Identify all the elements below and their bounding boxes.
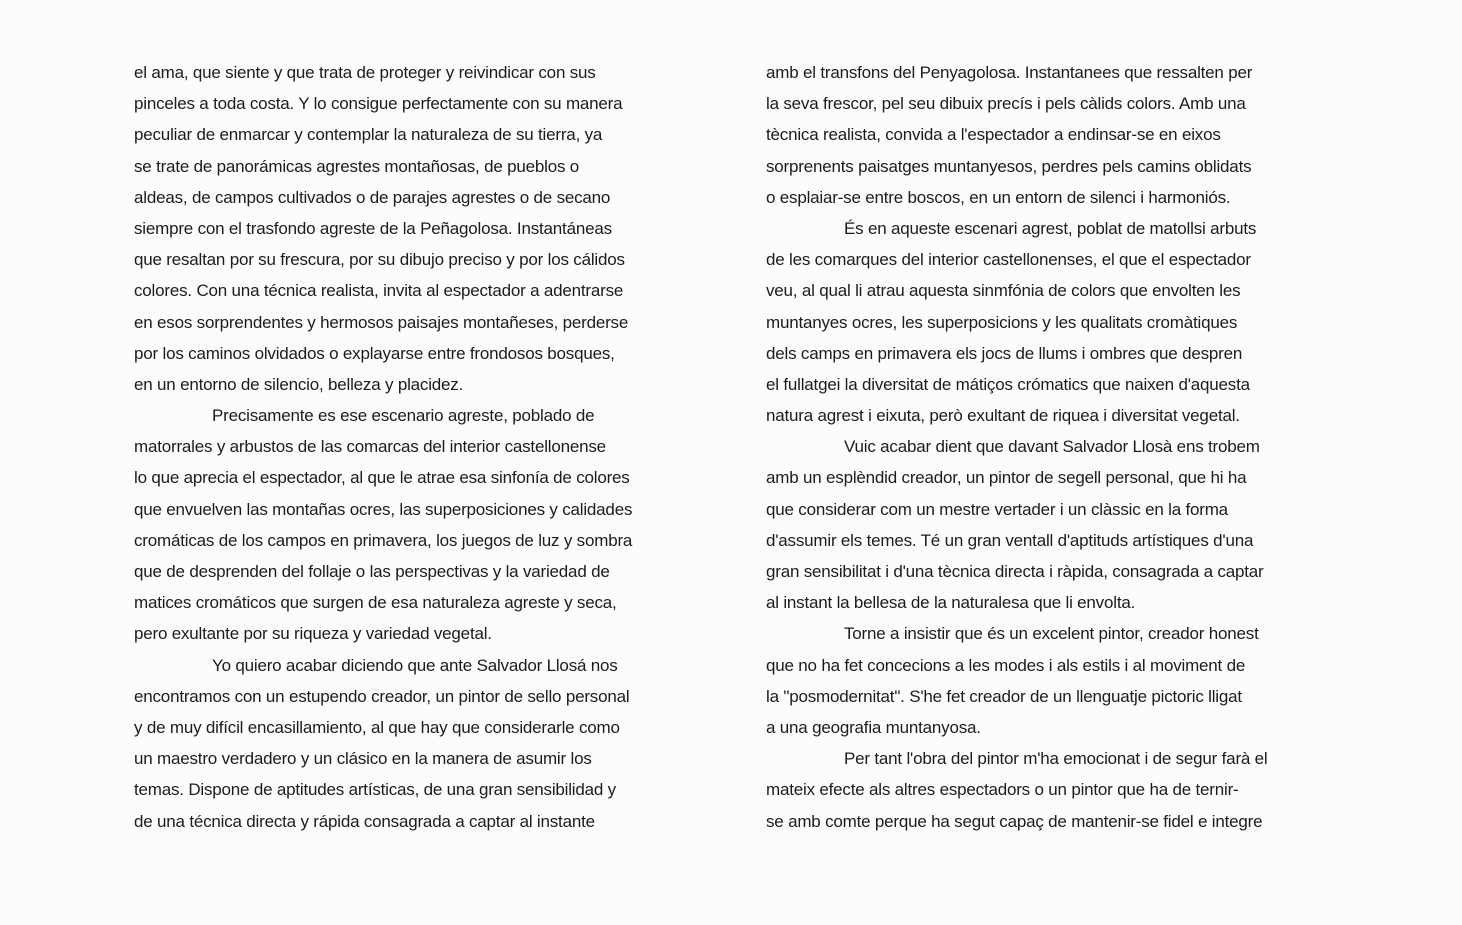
text-line: el ama, que siente y que trata de proteger y reivindicar con sus bbox=[134, 63, 596, 82]
text-line: temas. Dispone de aptitudes artísticas, de una gran sensibilidad y bbox=[134, 780, 616, 800]
text-line: que envuelven las montañas ocres, las superposiciones y calidades bbox=[134, 499, 633, 519]
text-line: la "posmodernitat". S'he fet creador de un llenguatje pictoric lligat bbox=[766, 686, 1242, 706]
text-line: peculiar de enmarcar y contemplar la naturaleza de su tierra, ya bbox=[134, 125, 603, 145]
paragraph-start-line: És en aqueste escenari agrest, poblat de matollsi arbuts bbox=[844, 218, 1257, 238]
text-line: o esplaiar-se entre boscos, en un entorn de silenci i harmoniós. bbox=[766, 187, 1231, 207]
text-line: a una geografia muntanyosa. bbox=[766, 717, 981, 737]
text-line: encontramos con un estupendo creador, un pintor de sello personal bbox=[134, 686, 630, 706]
text-line: en un entorno de silencio, belleza y placidez. bbox=[134, 374, 464, 394]
paragraph-start-line: Vuic acabar dient que davant Salvador Llosà ens trobem bbox=[844, 437, 1260, 457]
right-text-column bbox=[766, 57, 1376, 837]
text-line: que considerar com un mestre vertader i un clàssic en la forma bbox=[766, 499, 1228, 519]
text-line: d'assumir els temes. Té un gran ventall d'aptituds artístiques d'una bbox=[766, 530, 1254, 550]
text-line: que resaltan por su frescura, por su dibujo preciso y por los cálidos bbox=[134, 250, 625, 270]
text-line: y de muy difícil encasillamiento, al que hay que considerarle como bbox=[134, 717, 620, 737]
text-line: amb el transfons del Penyagolosa. Instantanees que ressalten per bbox=[766, 63, 1253, 82]
paragraph-start-line: Precisamente es ese escenario agreste, poblado de bbox=[212, 406, 595, 426]
text-line: matorrales y arbustos de las comarcas del interior castellonense bbox=[134, 437, 606, 457]
text-line: al instant la bellesa de la naturalesa que li envolta. bbox=[766, 593, 1136, 613]
text-line: sorprenents paisatges muntanyesos, perdres pels camins oblidats bbox=[766, 156, 1252, 176]
text-line: dels camps en primavera els jocs de llums i ombres que despren bbox=[766, 343, 1243, 363]
text-line: cromáticas de los campos en primavera, los juegos de luz y sombra bbox=[134, 530, 633, 550]
text-line: lo que aprecia el espectador, al que le atrae esa sinfonía de colores bbox=[134, 468, 630, 488]
text-line: se amb comte perque ha segut capaç de mantenir-se fidel e integre bbox=[766, 811, 1263, 831]
text-line: de una técnica directa y rápida consagrada a captar al instante bbox=[134, 811, 595, 831]
text-line: siempre con el trasfondo agreste de la Peñagolosa. Instantáneas bbox=[134, 218, 612, 238]
text-line: un maestro verdadero y un clásico en la manera de asumir los bbox=[134, 749, 592, 769]
text-line: el fullatgei la diversitat de mátiços crómatics que naixen d'aquesta bbox=[766, 374, 1250, 394]
text-line: de les comarques del interior castellonenses, el que el espectador bbox=[766, 250, 1251, 270]
text-line: muntanyes ocres, les superposicions y les qualitats cromàtiques bbox=[766, 312, 1238, 332]
paragraph-start-line: Per tant l'obra del pintor m'ha emocionat i de segur farà el bbox=[844, 749, 1268, 769]
text-line: colores. Con una técnica realista, invita al espectador a adentrarse bbox=[134, 281, 624, 301]
text-line: en esos sorprendentes y hermosos paisajes montañeses, perderse bbox=[134, 312, 629, 332]
text-line: mateix efecte als altres espectadors o un pintor que ha de ternir- bbox=[766, 780, 1239, 800]
text-line: la seva frescor, pel seu dibuix precís i pels càlids colors. Amb una bbox=[766, 94, 1246, 114]
text-line: amb un esplèndid creador, un pintor de segell personal, que hi ha bbox=[766, 468, 1247, 488]
text-line: veu, al qual li atrau aquesta sinmfónia de colors que envolten les bbox=[766, 281, 1241, 301]
text-line: aldeas, de campos cultivados o de parajes agrestes o de secano bbox=[134, 187, 611, 207]
text-line: pero exultante por su riqueza y variedad vegetal. bbox=[134, 624, 492, 644]
paragraph-start-line: Yo quiero acabar diciendo que ante Salvador Llosá nos bbox=[212, 655, 618, 675]
text-line: matices cromáticos que surgen de esa naturaleza agreste y seca, bbox=[134, 593, 617, 613]
text-line: por los caminos olvidados o explayarse entre frondosos bosques, bbox=[134, 343, 615, 363]
text-line: natura agrest i eixuta, però exultant de riquea i diversitat vegetal. bbox=[766, 406, 1240, 426]
text-line: tècnica realista, convida a l'espectador a endinsar-se en eixos bbox=[766, 125, 1221, 145]
text-line: pinceles a toda costa. Y lo consigue perfectamente con su manera bbox=[134, 94, 623, 114]
left-text-column bbox=[134, 57, 734, 837]
paragraph-start-line: Torne a insistir que és un excelent pintor, creador honest bbox=[844, 624, 1259, 644]
text-line: se trate de panorámicas agrestes montañosas, de pueblos o bbox=[134, 156, 580, 176]
text-line: que de desprenden del follaje o las perspectivas y la variedad de bbox=[134, 562, 610, 581]
text-line: que no ha fet concecions a les modes i als estils i al moviment de bbox=[766, 655, 1246, 675]
text-line: gran sensibilitat i d'una tècnica directa i ràpida, consagrada a captar bbox=[766, 562, 1264, 581]
